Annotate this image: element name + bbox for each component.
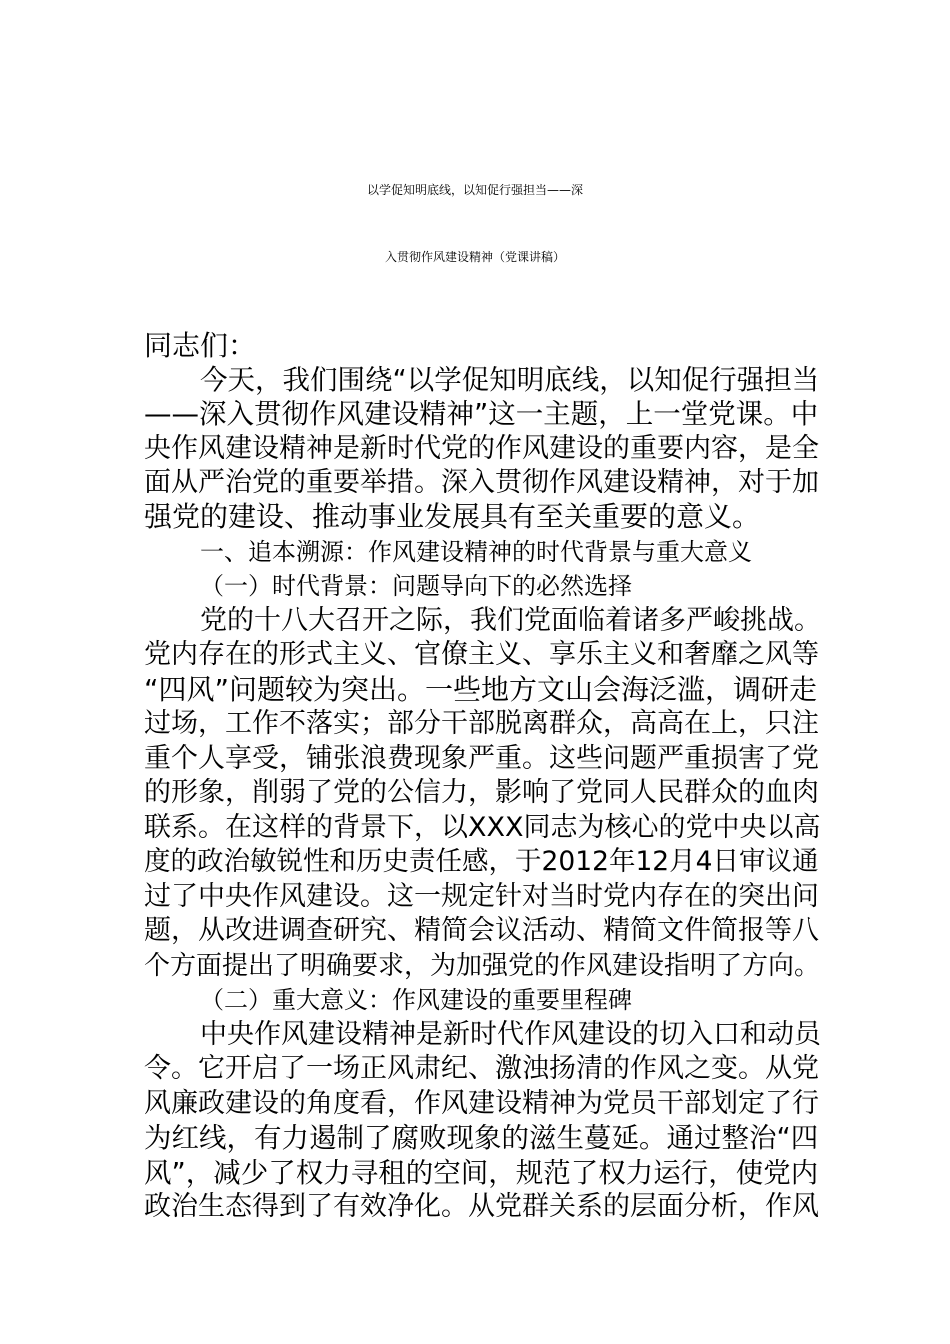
subsection-heading: （二）重大意义：作风建设的重要里程碑 xyxy=(200,986,632,1014)
body-line: 中央作风建设精神是新时代作风建设的切入口和动员 xyxy=(200,1019,821,1050)
body-line: 面从严治党的重要举措。深入贯彻作风建设精神，对于加 xyxy=(144,467,819,498)
body-line: 今天，我们围绕“以学促知明底线，以知促行强担当 xyxy=(200,364,820,396)
body-line: 风廉政建设的角度看，作风建设精神为党员干部划定了行 xyxy=(144,1088,819,1119)
body-line: 政治生态得到了有效净化。从党群关系的层面分析，作风 xyxy=(144,1191,819,1222)
body-line: 党内存在的形式主义、官僚主义、享乐主义和奢靡之风等 xyxy=(144,639,819,670)
body-line: 令。它开启了一场正风肃纪、激浊扬清的作风之变。从党 xyxy=(144,1053,819,1084)
body-line: 党的十八大召开之际，我们党面临着诸多严峻挑战。 xyxy=(200,605,821,636)
body-line: 题，从改进调查研究、精简会议活动、精简文件简报等八 xyxy=(144,915,819,946)
body-line: 度的政治敏锐性和历史责任感，于2012年12月4日审议通 xyxy=(144,846,819,877)
body-line: 的形象，削弱了党的公信力，影响了党同人民群众的血肉 xyxy=(144,777,819,808)
body-line: 过了中央作风建设。这一规定针对当时党内存在的突出问 xyxy=(144,881,819,912)
body-line: 为红线，有力遏制了腐败现象的滋生蔓延。通过整治“四 xyxy=(144,1122,819,1154)
body-line: 联系。在这样的背景下，以XXX同志为核心的党中央以高 xyxy=(144,812,821,843)
document-title-line-2: 入贯彻作风建设精神（党课讲稿） xyxy=(384,250,565,264)
body-line: 强党的建设、推动事业发展具有至关重要的意义。 xyxy=(144,500,761,533)
subsection-heading: （一）时代背景：问题导向下的必然选择 xyxy=(200,572,632,600)
body-line: ——深入贯彻作风建设精神”这一主题，上一堂党课。中 xyxy=(144,398,819,430)
salutation: 同志们： xyxy=(144,329,257,362)
body-line: “四风”问题较为突出。一些地方文山会海泛滥，调研走 xyxy=(144,673,818,706)
body-line: 个方面提出了明确要求，为加强党的作风建设指明了方向。 xyxy=(144,951,821,981)
body-line: 重个人享受，铺张浪费现象严重。这些问题严重损害了党 xyxy=(144,743,819,774)
body-line: 央作风建设精神是新时代党的作风建设的重要内容，是全 xyxy=(144,433,819,464)
body-line: 过场，工作不落实；部分干部脱离群众，高高在上，只注 xyxy=(144,708,819,739)
body-line: 风”，减少了权力寻租的空间，规范了权力运行，使党内 xyxy=(144,1157,819,1189)
section-heading: 一、追本溯源：作风建设精神的时代背景与重大意义 xyxy=(200,538,752,566)
document-title-line-1: 以学促知明底线，以知促行强担当——深 xyxy=(366,183,583,197)
